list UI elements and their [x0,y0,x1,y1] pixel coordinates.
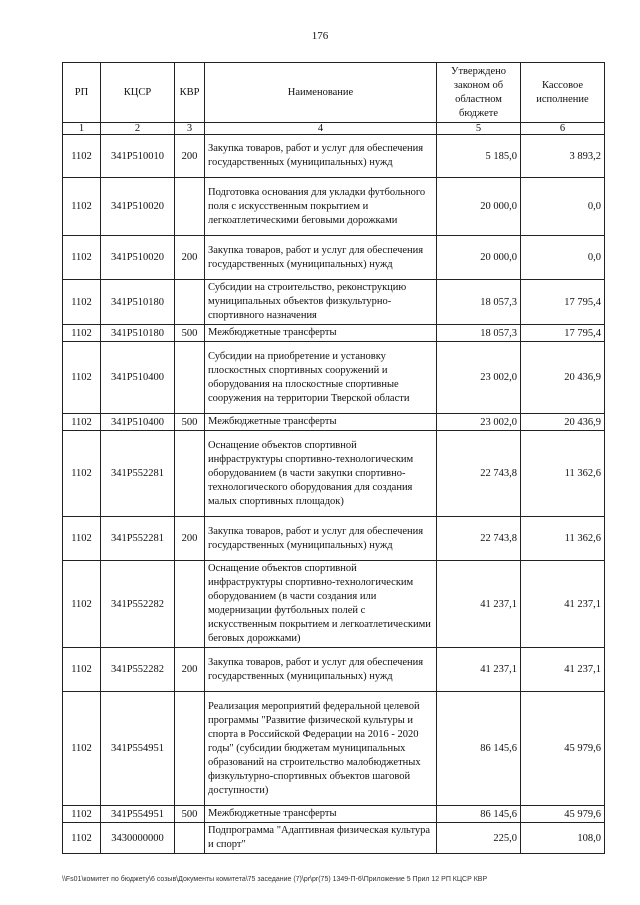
cell-cash: 20 436,9 [521,414,605,431]
cell-name: Подготовка основания для укладки футбольного поля с искусственным покрытием и легкоатлетическими беговыми дорожками [205,178,437,236]
column-number: 3 [175,123,205,135]
cell-kcsr: 341Р552281 [101,431,175,517]
cell-kcsr: 3430000000 [101,823,175,854]
cell-kcsr: 341Р554951 [101,692,175,806]
cell-name: Закупка товаров, работ и услуг для обеспечения государственных (муниципальных) нужд [205,236,437,280]
column-header-approved: Утверждено законом об областном бюджете [437,63,521,123]
cell-cash: 0,0 [521,178,605,236]
cell-rp: 1102 [63,135,101,178]
cell-cash: 17 795,4 [521,280,605,325]
cell-name: Оснащение объектов спортивной инфраструктуры спортивно-технологическим оборудованием (в части закупки спортивно-технологического оборудования для создания малых спортивных площадок) [205,431,437,517]
footer-file-path: \\Fs01\комитет по бюджету\6 созыв\Документы комитета\75 заседание (7)\pr\pr(75) 1349-П-6\Приложение 5 Прил 12 РП КЦСР КВР [62,876,488,883]
column-number: 1 [63,123,101,135]
cell-kvr: 200 [175,236,205,280]
cell-name: Закупка товаров, работ и услуг для обеспечения государственных (муниципальных) нужд [205,135,437,178]
cell-approved: 18 057,3 [437,325,521,342]
cell-name: Межбюджетные трансферты [205,325,437,342]
cell-kvr [175,178,205,236]
cell-kvr [175,280,205,325]
cell-rp: 1102 [63,648,101,692]
column-header-rp: РП [63,63,101,123]
cell-rp: 1102 [63,823,101,854]
cell-cash: 20 436,9 [521,342,605,414]
cell-kvr: 500 [175,414,205,431]
column-header-kvr: КВР [175,63,205,123]
cell-kvr [175,431,205,517]
cell-rp: 1102 [63,414,101,431]
cell-approved: 41 237,1 [437,561,521,648]
cell-cash: 11 362,6 [521,517,605,561]
table-row [63,325,605,342]
cell-kvr: 200 [175,135,205,178]
cell-rp: 1102 [63,517,101,561]
cell-cash: 41 237,1 [521,561,605,648]
cell-kcsr: 341Р552282 [101,648,175,692]
cell-approved: 22 743,8 [437,517,521,561]
cell-approved: 20 000,0 [437,236,521,280]
column-number: 2 [101,123,175,135]
cell-rp: 1102 [63,806,101,823]
cell-cash: 17 795,4 [521,325,605,342]
cell-rp: 1102 [63,561,101,648]
cell-kvr: 500 [175,325,205,342]
cell-name: Оснащение объектов спортивной инфраструктуры спортивно-технологическим оборудованием (в части создания или модернизации футбольных полей с искусственным покрытием и легкоатлетическими беговых дорожками) [205,561,437,648]
cell-kvr [175,823,205,854]
column-number: 6 [521,123,605,135]
cell-rp: 1102 [63,178,101,236]
cell-kvr [175,342,205,414]
table-row [63,517,605,561]
table-row [63,135,605,178]
page-number: 176 [311,30,329,42]
cell-approved: 23 002,0 [437,414,521,431]
cell-rp: 1102 [63,342,101,414]
column-number: 4 [205,123,437,135]
cell-rp: 1102 [63,280,101,325]
cell-cash: 108,0 [521,823,605,854]
table-row [63,823,605,854]
cell-kcsr: 341Р510180 [101,280,175,325]
table-row [63,806,605,823]
cell-cash: 3 893,2 [521,135,605,178]
cell-kcsr: 341Р510180 [101,325,175,342]
cell-kcsr: 341Р552282 [101,561,175,648]
table-row [63,178,605,236]
cell-cash: 41 237,1 [521,648,605,692]
column-header-cash: Кассовое исполнение [521,63,605,123]
cell-approved: 86 145,6 [437,692,521,806]
cell-rp: 1102 [63,236,101,280]
header-row [63,63,605,123]
cell-cash: 11 362,6 [521,431,605,517]
table-row [63,561,605,648]
cell-kvr [175,561,205,648]
budget-table [62,62,605,854]
cell-approved: 86 145,6 [437,806,521,823]
cell-kvr [175,692,205,806]
cell-kcsr: 341Р510010 [101,135,175,178]
cell-approved: 23 002,0 [437,342,521,414]
cell-name: Закупка товаров, работ и услуг для обеспечения государственных (муниципальных) нужд [205,517,437,561]
cell-name: Субсидии на приобретение и установку плоскостных спортивных сооружений и оборудования на плоскостные спортивные сооружения на территории Тверской области [205,342,437,414]
table-row [63,414,605,431]
table-row [63,648,605,692]
cell-kcsr: 341Р510400 [101,342,175,414]
cell-kcsr: 341Р510020 [101,178,175,236]
cell-kcsr: 341Р510400 [101,414,175,431]
cell-name: Реализация мероприятий федеральной целевой программы "Развитие физической культуры и спорта в Российской Федерации на 2016 - 2020 годы" (субсидии бюджетам муниципальных образований на строительство малобюджетных физкультурно-спортивных объектов шаговой доступности) [205,692,437,806]
table-row [63,431,605,517]
cell-rp: 1102 [63,692,101,806]
cell-name: Межбюджетные трансферты [205,414,437,431]
cell-name: Субсидии на строительство, реконструкцию муниципальных объектов физкультурно-спортивного назначения [205,280,437,325]
cell-cash: 45 979,6 [521,806,605,823]
table-row [63,342,605,414]
cell-kvr: 500 [175,806,205,823]
cell-approved: 41 237,1 [437,648,521,692]
cell-approved: 18 057,3 [437,280,521,325]
cell-kcsr: 341Р552281 [101,517,175,561]
column-number-row [63,123,605,135]
table-row [63,236,605,280]
table-row [63,280,605,325]
cell-rp: 1102 [63,431,101,517]
cell-cash: 0,0 [521,236,605,280]
cell-kvr: 200 [175,517,205,561]
cell-approved: 20 000,0 [437,178,521,236]
cell-approved: 5 185,0 [437,135,521,178]
table-row [63,692,605,806]
cell-name: Межбюджетные трансферты [205,806,437,823]
cell-kcsr: 341Р510020 [101,236,175,280]
column-header-name: Наименование [205,63,437,123]
cell-kvr: 200 [175,648,205,692]
column-number: 5 [437,123,521,135]
cell-name: Подпрограмма "Адаптивная физическая культура и спорт" [205,823,437,854]
cell-approved: 22 743,8 [437,431,521,517]
column-header-kcsr: КЦСР [101,63,175,123]
cell-name: Закупка товаров, работ и услуг для обеспечения государственных (муниципальных) нужд [205,648,437,692]
cell-kcsr: 341Р554951 [101,806,175,823]
cell-rp: 1102 [63,325,101,342]
cell-approved: 225,0 [437,823,521,854]
cell-cash: 45 979,6 [521,692,605,806]
